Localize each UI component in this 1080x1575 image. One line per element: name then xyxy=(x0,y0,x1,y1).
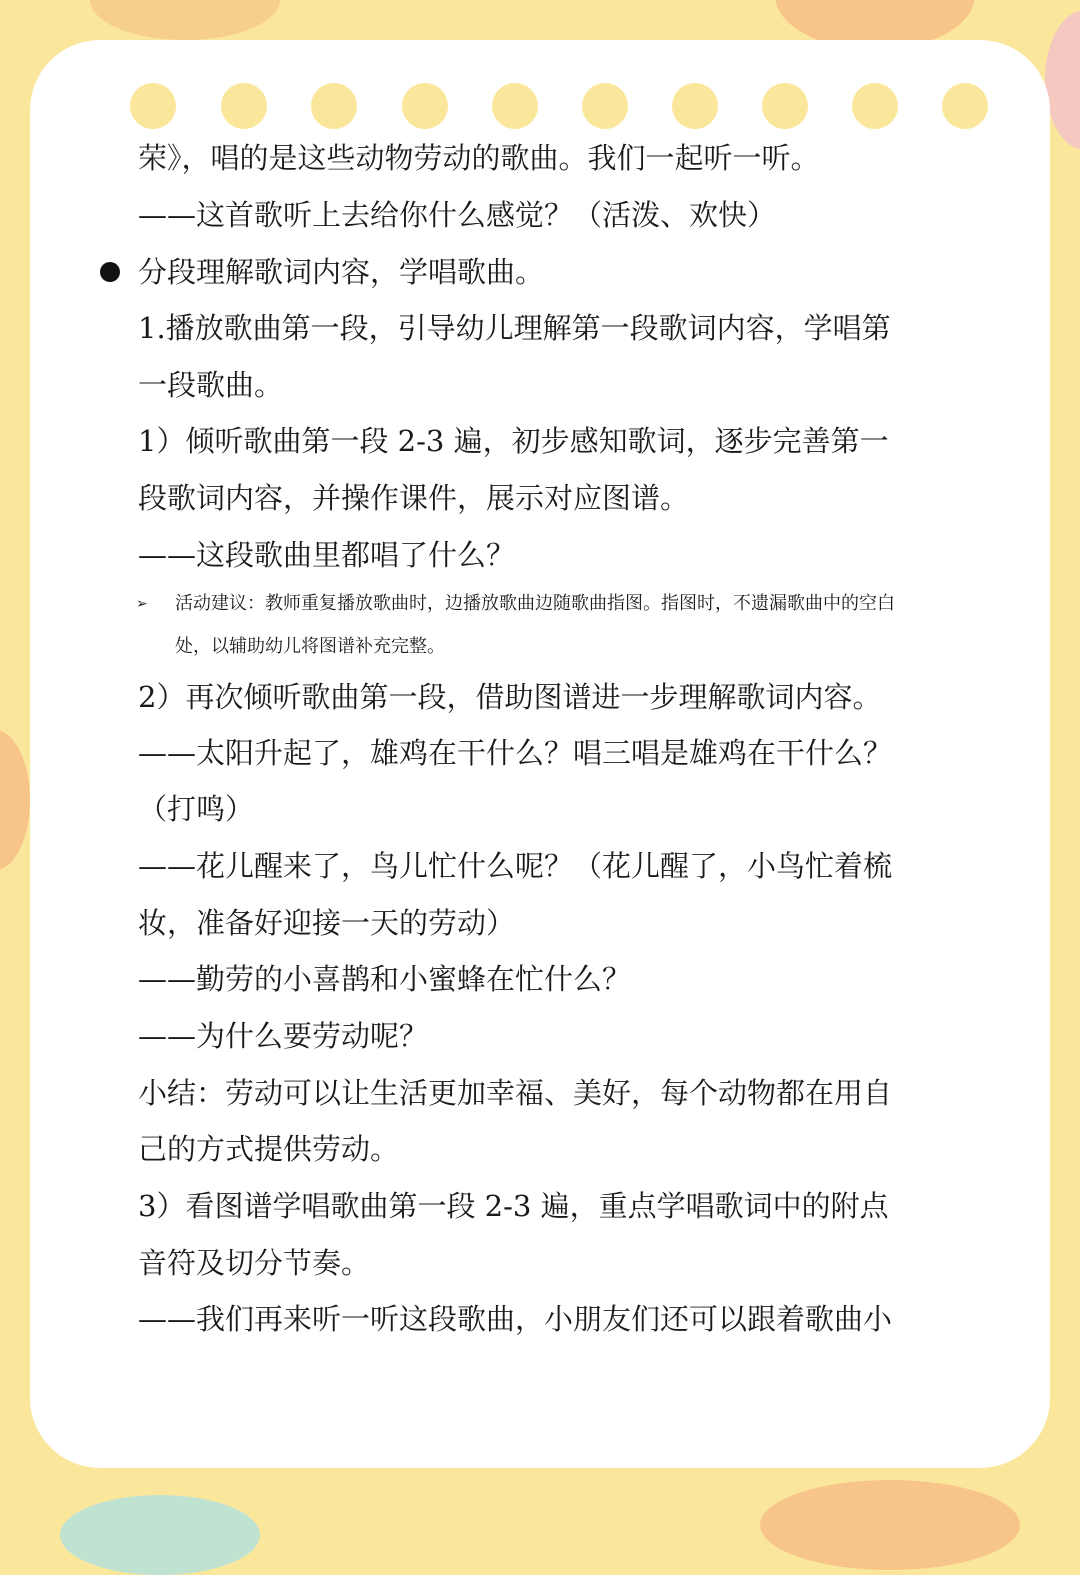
decor-dot xyxy=(942,83,988,129)
text-line: ——太阳升起了，雄鸡在干什么？唱三唱是雄鸡在干什么？ xyxy=(138,736,893,770)
text-line: 一段歌曲。 xyxy=(138,368,284,402)
bg-blob-orange-left xyxy=(0,730,30,870)
activity-suggestion: 活动建议：教师重复播放歌曲时，边播放歌曲边随歌曲指图。指图时，不遗漏歌曲中的空白 xyxy=(175,593,895,614)
text-line: 荣》，唱的是这些动物劳动的歌曲。我们一起听一听。 xyxy=(138,141,820,175)
decor-dot xyxy=(311,83,357,129)
activity-suggestion: 处，以辅助幼儿将图谱补充完整。 xyxy=(175,636,445,657)
section-heading: 分段理解歌词内容，学唱歌曲。 xyxy=(138,255,545,289)
decor-dot xyxy=(402,83,448,129)
text-line: （打鸣） xyxy=(138,792,255,826)
text-line: 3）看图谱学唱歌曲第一段 2-3 遍，重点学唱歌词中的附点 xyxy=(138,1189,889,1223)
text-line: 1.播放歌曲第一段，引导幼儿理解第一段歌词内容，学唱第 xyxy=(138,311,891,345)
bg-blob-orange-bottom xyxy=(760,1480,1020,1570)
text-line: 音符及切分节奏。 xyxy=(138,1246,371,1280)
summary-line: 小结：劳动可以让生活更加幸福、美好，每个动物都在用自 xyxy=(138,1076,893,1110)
bg-blob-pink-right xyxy=(1045,10,1080,150)
decor-dot xyxy=(582,83,628,129)
summary-line: 己的方式提供劳动。 xyxy=(138,1132,400,1166)
text-line: ——勤劳的小喜鹊和小蜜蜂在忙什么？ xyxy=(138,962,632,996)
text-line: 2）再次倾听歌曲第一段，借助图谱进一步理解歌词内容。 xyxy=(138,680,882,714)
decor-dot xyxy=(762,83,808,129)
bg-blob-teal-bottom xyxy=(60,1495,260,1575)
decor-dot xyxy=(852,83,898,129)
decor-dot xyxy=(672,83,718,129)
text-line: 妆，准备好迎接一天的劳动） xyxy=(138,906,516,940)
text-line: ——花儿醒来了，鸟儿忙什么呢？（花儿醒了，小鸟忙着梳 xyxy=(138,849,893,883)
arrow-bullet-icon: ➢ xyxy=(136,596,148,612)
decor-dot xyxy=(130,83,176,129)
bullet-icon xyxy=(100,262,120,282)
text-line: 段歌词内容，并操作课件，展示对应图谱。 xyxy=(138,481,690,515)
text-line: ——这段歌曲里都唱了什么？ xyxy=(138,538,516,572)
text-line: ——我们再来听一听这段歌曲，小朋友们还可以跟着歌曲小 xyxy=(138,1302,893,1336)
decor-dot xyxy=(221,83,267,129)
text-line: 1）倾听歌曲第一段 2-3 遍，初步感知歌词，逐步完善第一 xyxy=(138,424,889,458)
text-line: ——为什么要劳动呢？ xyxy=(138,1019,429,1053)
text-line: ——这首歌听上去给你什么感觉？（活泼、欢快） xyxy=(138,198,777,232)
decor-dot xyxy=(492,83,538,129)
bg-blob-orange-topleft xyxy=(90,0,280,40)
